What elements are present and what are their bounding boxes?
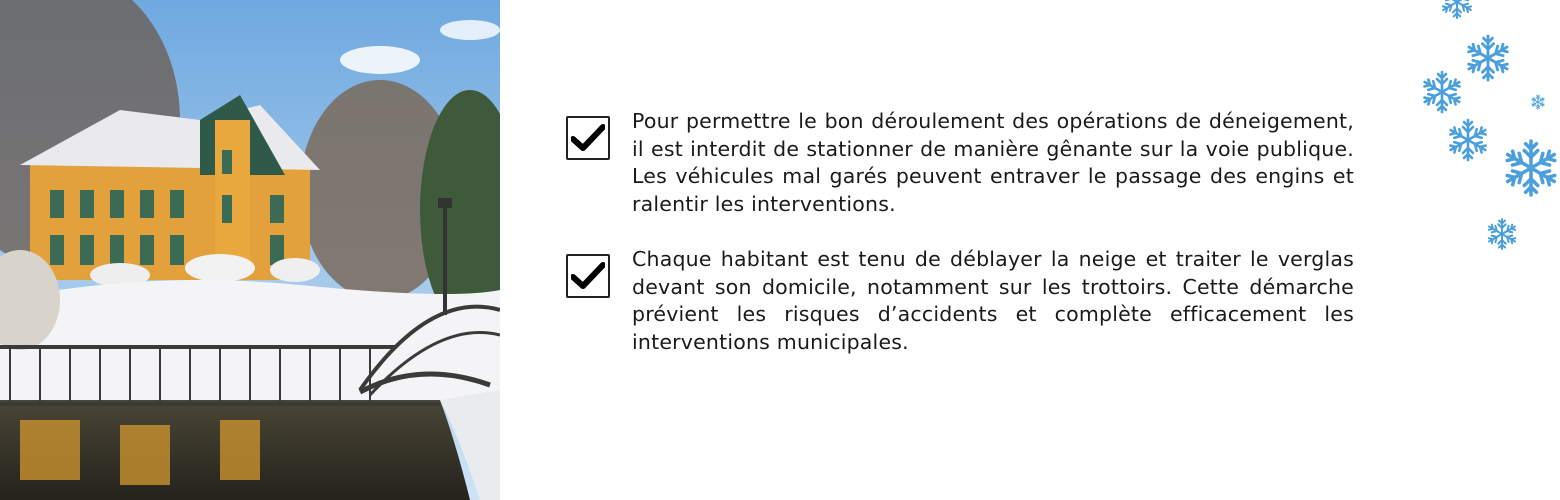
rule-text: Pour permettre le bon déroulement des opérations de déneigement, il est interdit de stationner de manière gênante sur la voie publique. Les véhicules mal garés peuvent entraver le passage des engins et ralentir les interventions. <box>632 109 1354 216</box>
snow-rules-list <box>566 108 1354 384</box>
snowflake-icon <box>1422 0 1558 249</box>
winter-chateau-photo <box>0 0 500 500</box>
list-item <box>566 108 1354 218</box>
list-item <box>566 246 1354 356</box>
checkmark-icon <box>566 116 610 160</box>
rule-text: Chaque habitant est tenu de déblayer la neige et traiter le verglas devant son domicile, notamment sur les trottoirs. Cette démarche prévient les risques d’accidents et complète efficacement les interventions municipales. <box>632 247 1354 354</box>
checkmark-icon <box>566 254 610 298</box>
snowflakes-decoration <box>1400 0 1560 260</box>
